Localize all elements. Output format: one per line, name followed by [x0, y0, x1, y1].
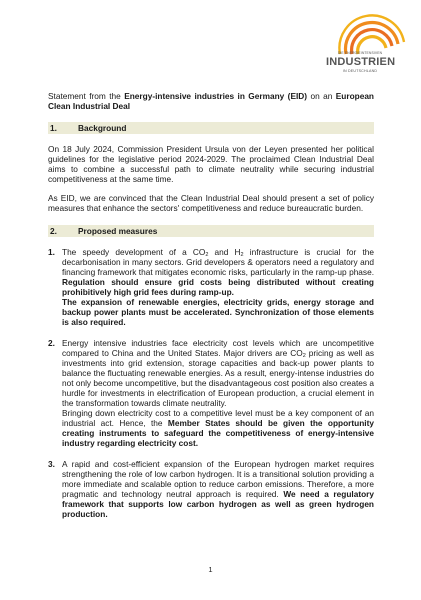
logo-line-main: INDUSTRIEN	[326, 56, 396, 68]
measures-list	[48, 247, 374, 519]
section-number: 2.	[50, 226, 57, 236]
document-body	[48, 91, 374, 530]
page-number: 1	[208, 565, 213, 574]
section-heading-background	[48, 122, 374, 134]
list-item: 2. Energy intensive industries face electricity cost levels which are uncompetitive compared to China and the United States. Major drivers are $CO_2$ pricing as well as investments into grid extension, storage capacities and back-up power plants to balance the fluctuating renewable energies. As a result, energy-intense industries do not only become uncompetitive, but the disadvantageous cost position also creates a hurdle for investments in electrification of European production, a crucial element in the transformation towards climate neutrality. Bringing down electricity cost to a competitive level must be a key component of an industrial act. Hence, the Member States should be given the opportunity creating instruments to safeguard the competitiveness of energy-intensive industry regarding electricity cost.	[48, 338, 374, 448]
list-item: 3. A rapid and cost-efficient expansion of the European hydrogen market requires strengthening the role of low carbon hydrogen. It is a transitional solution providing a more immediate and scalable option to reduce carbon emissions. Therefore, a more pragmatic and technology neutral approach is required. We need a regulatory framework that supports low carbon hydrogen as well as green hydrogen production.	[48, 459, 375, 519]
logo-line-bottom: IN DEUTSCHLAND	[342, 69, 378, 73]
background-paragraph-2: As EID, we are convinced that the Clean Industrial Deal should present a set of policy measures that enhance the sectors' competitiveness and reduce bureaucratic burden.	[48, 193, 374, 213]
logo-line-top: DIE ENERGIEINTENSIVEN	[337, 51, 383, 55]
section-title: Background	[78, 123, 127, 133]
section-heading-proposed-measures	[48, 225, 374, 237]
item-number: 3.	[48, 459, 55, 469]
section-title: Proposed measures	[78, 226, 158, 236]
eid-logo	[324, 14, 410, 82]
section-number: 1.	[50, 123, 57, 133]
item-emphasis: The expansion of renewable energies, electricity grids, energy storage and backup power plants must be accelerated. Synchronization of those elements is also required.	[62, 297, 374, 327]
background-paragraph-1: On 18 July 2024, Commission President Ursula von der Leyen presented her political guidelines for the legislative period 2024-2029. The proclaimed Clean Industrial Deal aims to combine a successful path to climate neutrality while securing industrial competitiveness at the same time.	[48, 144, 374, 184]
statement-title: Statement from the Energy-intensive industries in Germany (EID) on an European Clean Industrial Deal	[48, 91, 374, 111]
item-number: 1.	[48, 247, 55, 257]
item-number: 2.	[48, 338, 55, 348]
list-item: 1. The speedy development of a $CO_2$ and $H_2$ infrastructure is crucial for the decarbonisation in many sectors. Grid developers & operators need a regulatory and financing framework that mitigates economic risks, particularly in the ramp-up phase. Regulation should ensure grid costs being distributed without creating prohibitively high grid fees during ramp-up. The expansion of renewable energies, electricity grids, energy storage and backup power plants must be accelerated. Synchronization of those elements is also required.	[48, 247, 374, 327]
